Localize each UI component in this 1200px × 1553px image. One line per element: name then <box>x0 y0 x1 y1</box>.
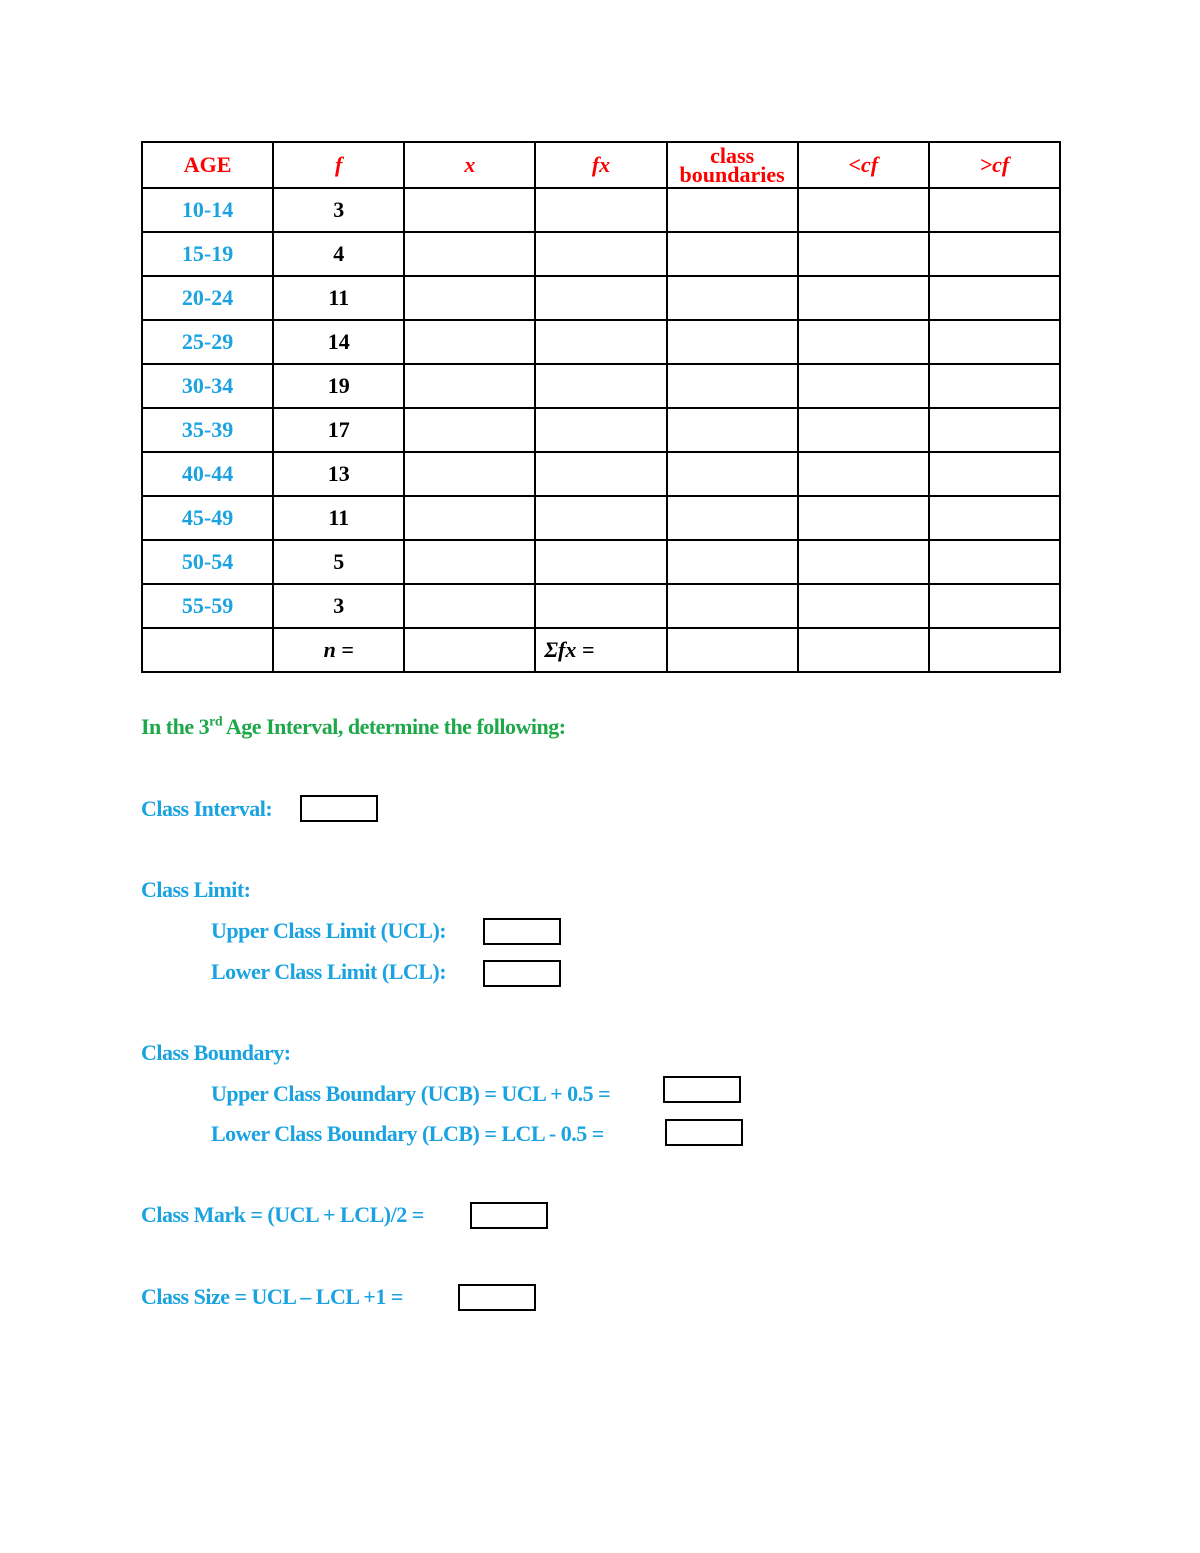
x-cell[interactable] <box>404 540 535 584</box>
x-cell[interactable] <box>404 276 535 320</box>
table-row <box>142 364 1060 408</box>
age-cell: 30-34 <box>142 364 273 408</box>
greater-cf-cell[interactable] <box>929 320 1060 364</box>
fx-cell[interactable] <box>535 364 666 408</box>
header-x: x <box>404 142 535 188</box>
totals-row <box>142 628 1060 672</box>
lcb-label: Lower Class Boundary (LCB) = LCL - 0.5 = <box>211 1121 604 1146</box>
x-cell[interactable] <box>404 232 535 276</box>
x-cell[interactable] <box>404 496 535 540</box>
totals-cell[interactable] <box>929 628 1060 672</box>
age-cell: 40-44 <box>142 452 273 496</box>
class-boundary-label: Class Boundary: <box>141 1040 291 1065</box>
x-cell[interactable] <box>404 320 535 364</box>
header-class-boundaries <box>667 142 798 188</box>
n-total-label: n = <box>273 628 404 672</box>
less-cf-cell[interactable] <box>798 496 929 540</box>
greater-cf-cell[interactable] <box>929 496 1060 540</box>
greater-cf-cell[interactable] <box>929 452 1060 496</box>
age-cell: 25-29 <box>142 320 273 364</box>
less-cf-cell[interactable] <box>798 584 929 628</box>
class-boundaries-cell[interactable] <box>667 320 798 364</box>
totals-cell[interactable] <box>798 628 929 672</box>
age-cell: 15-19 <box>142 232 273 276</box>
class-limit-label: Class Limit: <box>141 877 251 902</box>
class-boundaries-cell[interactable] <box>667 540 798 584</box>
greater-cf-cell[interactable] <box>929 584 1060 628</box>
table-row <box>142 276 1060 320</box>
questions-heading <box>141 714 566 740</box>
header-greater-cf: >cf <box>929 142 1060 188</box>
table-row <box>142 496 1060 540</box>
less-cf-cell[interactable] <box>798 232 929 276</box>
less-cf-cell[interactable] <box>798 364 929 408</box>
class-mark-answer-box[interactable] <box>470 1202 548 1229</box>
class-boundaries-cell[interactable] <box>667 408 798 452</box>
class-boundaries-cell[interactable] <box>667 584 798 628</box>
less-cf-cell[interactable] <box>798 276 929 320</box>
class-boundaries-cell[interactable] <box>667 496 798 540</box>
class-boundaries-cell[interactable] <box>667 188 798 232</box>
age-cell: 55-59 <box>142 584 273 628</box>
age-cell: 50-54 <box>142 540 273 584</box>
table-row <box>142 320 1060 364</box>
age-cell: 10-14 <box>142 188 273 232</box>
age-cell: 20-24 <box>142 276 273 320</box>
frequency-cell: 19 <box>273 364 404 408</box>
frequency-cell: 11 <box>273 276 404 320</box>
frequency-table <box>141 141 1061 673</box>
fx-cell[interactable] <box>535 320 666 364</box>
greater-cf-cell[interactable] <box>929 232 1060 276</box>
ucl-answer-box[interactable] <box>483 918 561 945</box>
n-total-cell[interactable] <box>404 628 535 672</box>
greater-cf-cell[interactable] <box>929 540 1060 584</box>
table-row <box>142 540 1060 584</box>
fx-cell[interactable] <box>535 584 666 628</box>
table-header-row <box>142 142 1060 188</box>
class-mark-label: Class Mark = (UCL + LCL)/2 = <box>141 1202 424 1227</box>
less-cf-cell[interactable] <box>798 452 929 496</box>
heading-text-rest: Age Interval, determine the following: <box>222 714 566 739</box>
frequency-cell: 4 <box>273 232 404 276</box>
class-boundaries-cell[interactable] <box>667 232 798 276</box>
fx-cell[interactable] <box>535 232 666 276</box>
ucb-answer-box[interactable] <box>663 1076 741 1103</box>
totals-empty-cell <box>142 628 273 672</box>
lcl-answer-box[interactable] <box>483 960 561 987</box>
frequency-cell: 14 <box>273 320 404 364</box>
ucb-label: Upper Class Boundary (UCB) = UCL + 0.5 = <box>211 1081 611 1106</box>
header-f: f <box>273 142 404 188</box>
table-row <box>142 452 1060 496</box>
x-cell[interactable] <box>404 188 535 232</box>
table-row <box>142 408 1060 452</box>
lcl-label: Lower Class Limit (LCL): <box>211 959 447 984</box>
age-cell: 35-39 <box>142 408 273 452</box>
class-interval-answer-box[interactable] <box>300 795 378 822</box>
header-age: AGE <box>142 142 273 188</box>
less-cf-cell[interactable] <box>798 320 929 364</box>
greater-cf-cell[interactable] <box>929 276 1060 320</box>
header-fx: fx <box>535 142 666 188</box>
frequency-cell: 17 <box>273 408 404 452</box>
x-cell[interactable] <box>404 452 535 496</box>
header-less-cf: <cf <box>798 142 929 188</box>
lcb-answer-box[interactable] <box>665 1119 743 1146</box>
header-class-boundaries-line2: boundaries <box>679 162 785 187</box>
less-cf-cell[interactable] <box>798 408 929 452</box>
heading-ordinal: rd <box>209 714 223 730</box>
class-size-answer-box[interactable] <box>458 1284 536 1311</box>
frequency-cell: 11 <box>273 496 404 540</box>
fx-cell[interactable] <box>535 452 666 496</box>
less-cf-cell[interactable] <box>798 188 929 232</box>
fx-cell[interactable] <box>535 408 666 452</box>
totals-cell[interactable] <box>667 628 798 672</box>
class-interval-label: Class Interval: <box>141 796 273 821</box>
ucl-label: Upper Class Limit (UCL): <box>211 918 447 943</box>
less-cf-cell[interactable] <box>798 540 929 584</box>
x-cell[interactable] <box>404 584 535 628</box>
frequency-cell: 3 <box>273 188 404 232</box>
fx-cell[interactable] <box>535 496 666 540</box>
greater-cf-cell[interactable] <box>929 408 1060 452</box>
fx-cell[interactable] <box>535 540 666 584</box>
fx-cell[interactable] <box>535 276 666 320</box>
header-class-boundaries-line1: class <box>710 143 755 168</box>
frequency-cell: 3 <box>273 584 404 628</box>
table-row <box>142 188 1060 232</box>
table-row <box>142 584 1060 628</box>
age-cell: 45-49 <box>142 496 273 540</box>
frequency-cell: 5 <box>273 540 404 584</box>
greater-cf-cell[interactable] <box>929 364 1060 408</box>
class-boundaries-cell[interactable] <box>667 364 798 408</box>
greater-cf-cell[interactable] <box>929 188 1060 232</box>
class-boundaries-cell[interactable] <box>667 276 798 320</box>
x-cell[interactable] <box>404 364 535 408</box>
table-row <box>142 232 1060 276</box>
heading-text: In the 3 <box>141 714 210 739</box>
frequency-cell: 13 <box>273 452 404 496</box>
sum-fx-label: Σfx = <box>535 628 666 672</box>
fx-cell[interactable] <box>535 188 666 232</box>
class-boundaries-cell[interactable] <box>667 452 798 496</box>
class-size-label: Class Size = UCL – LCL +1 = <box>141 1284 403 1309</box>
x-cell[interactable] <box>404 408 535 452</box>
